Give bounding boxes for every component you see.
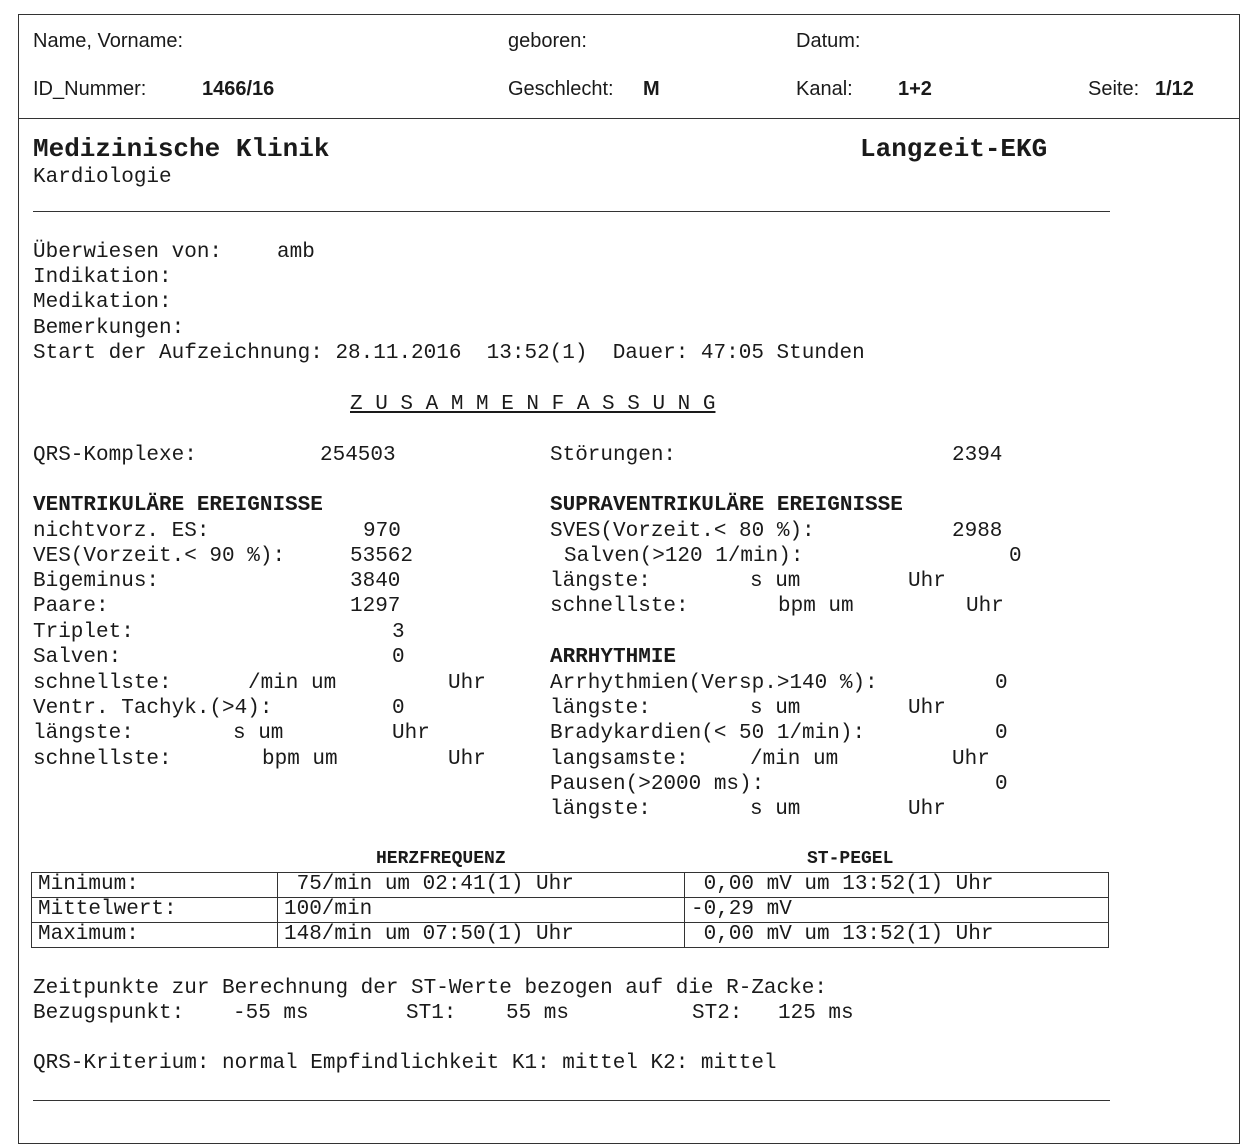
page-value: 1/12 (1155, 78, 1194, 100)
ventricular-row: Triplet: (33, 621, 134, 644)
footer-divider (33, 1100, 1110, 1101)
ref-point-label: Bezugspunkt: (33, 1002, 185, 1025)
recording-start: Start der Aufzeichnung: 28.11.2016 13:52(1) Dauer: 47:05 Stunden (33, 342, 865, 365)
qrs-value: 254503 (320, 444, 396, 467)
qrs-criterion: QRS-Kriterium: normal Empfindlichkeit K1: mittel K2: mittel (33, 1052, 777, 1075)
channel-value: 1+2 (898, 78, 932, 100)
row-label: Maximum: (32, 923, 278, 948)
st-cell: -0,29 mV (685, 898, 1109, 923)
brady-label: Bradykardien(< 50 1/min): (550, 722, 866, 745)
title-divider (33, 211, 1110, 212)
supraventricular-title: SUPRAVENTRIKULÄRE EREIGNISSE (550, 494, 903, 517)
ventricular-value: 3 (392, 621, 405, 644)
arrhythmia-title: ARRHYTHMIE (550, 646, 677, 669)
st2-label: ST2: (692, 1002, 743, 1025)
ventricular-row: Salven: (33, 646, 122, 669)
medication-label: Medikation: (33, 291, 172, 314)
noise-value: 2394 (952, 444, 1003, 467)
heart-rate-title: HERZFREQUENZ (376, 849, 506, 869)
pause-longest-label: längste: (550, 798, 651, 821)
brady-value: 0 (995, 722, 1008, 745)
arrhythmia-value: 0 (995, 672, 1008, 695)
sex-value: M (643, 78, 660, 100)
ventricular-mid: bpm um (262, 748, 338, 771)
indication-label: Indikation: (33, 266, 172, 289)
ventricular-value: 3840 (350, 570, 401, 593)
sex-label: Geschlecht: (508, 78, 614, 100)
page-label: Seite: (1088, 78, 1140, 100)
ventricular-row: Ventr. Tachyk.(>4): (33, 697, 273, 720)
st-note: Zeitpunkte zur Berechnung der ST-Werte bezogen auf die R-Zacke: (33, 977, 827, 1000)
ventricular-title: VENTRIKULÄRE EREIGNISSE (33, 494, 323, 517)
slowest-label: langsamste: (550, 748, 689, 771)
sv-fastest-unit: Uhr (966, 595, 1004, 618)
channel-label: Kanal: (796, 78, 853, 100)
id-value: 1466/16 (202, 78, 275, 100)
row-label: Minimum: (32, 873, 278, 898)
pause-label: Pausen(>2000 ms): (550, 773, 765, 796)
st1-value: 55 ms (506, 1002, 570, 1025)
summary-title: Z U S A M M E N F A S S U N G (350, 393, 716, 416)
id-label: ID_Nummer: (33, 78, 147, 100)
pause-value: 0 (995, 773, 1008, 796)
slowest-unit: Uhr (952, 748, 990, 771)
arrhythmia-longest-unit: Uhr (908, 697, 946, 720)
sv-longest-mid: s um (750, 570, 801, 593)
arrhythmia-longest-mid: s um (750, 697, 801, 720)
date-label: Datum: (796, 30, 861, 52)
department: Kardiologie (33, 166, 172, 189)
arrhythmia-label: Arrhythmien(Versp.>140 %): (550, 672, 878, 695)
heart-rate-cell: 100/min (278, 898, 685, 923)
heart-rate-cell: 75/min um 02:41(1) Uhr (278, 873, 685, 898)
st2-value: 125 ms (778, 1002, 854, 1025)
table-row (32, 923, 1109, 948)
slowest-mid: /min um (750, 748, 839, 771)
ventricular-value: 0 (392, 697, 405, 720)
row-label: Mittelwert: (32, 898, 278, 923)
salvos-value: 0 (1009, 545, 1022, 568)
born-label: geboren: (508, 30, 587, 52)
heart-rate-table (31, 872, 1109, 948)
sv-longest-unit: Uhr (908, 570, 946, 593)
ventricular-row: Bigeminus: (33, 570, 160, 593)
heart-rate-cell: 148/min um 07:50(1) Uhr (278, 923, 685, 948)
clinic-title: Medizinische Klinik (33, 134, 330, 164)
st-cell: 0,00 mV um 13:52(1) Uhr (685, 923, 1109, 948)
ventricular-row: längste: (33, 722, 134, 745)
remarks-label: Bemerkungen: (33, 317, 185, 340)
ventricular-unit: Uhr (448, 748, 486, 771)
sv-fastest-mid: bpm um (778, 595, 854, 618)
table-row (32, 873, 1109, 898)
referred-label: Überwiesen von: (33, 241, 223, 264)
salvos-label: Salven(>120 1/min): (564, 545, 804, 568)
header-divider (18, 118, 1240, 119)
ventricular-mid: /min um (248, 672, 337, 695)
ventricular-unit: Uhr (392, 722, 430, 745)
ventricular-value: 53562 (350, 545, 414, 568)
ventricular-row: schnellste: (33, 748, 172, 771)
ventricular-mid: s um (233, 722, 284, 745)
pause-longest-unit: Uhr (908, 798, 946, 821)
ventricular-row: schnellste: (33, 672, 172, 695)
arrhythmia-longest-label: längste: (550, 697, 651, 720)
ventricular-value: 970 (363, 520, 401, 543)
ventricular-row: VES(Vorzeit.< 90 %): (33, 545, 286, 568)
sv-fastest-label: schnellste: (550, 595, 689, 618)
referred-value: amb (277, 241, 315, 264)
report-type: Langzeit-EKG (860, 134, 1048, 164)
pause-longest-mid: s um (750, 798, 801, 821)
ventricular-value: 1297 (350, 595, 401, 618)
ventricular-value: 0 (392, 646, 405, 669)
ventricular-row: nichtvorz. ES: (33, 520, 210, 543)
ventricular-row: Paare: (33, 595, 109, 618)
ventricular-unit: Uhr (448, 672, 486, 695)
noise-label: Störungen: (550, 444, 677, 467)
name-label: Name, Vorname: (33, 30, 184, 52)
sv-longest-label: längste: (550, 570, 651, 593)
st1-label: ST1: (406, 1002, 457, 1025)
table-row (32, 898, 1109, 923)
qrs-label: QRS-Komplexe: (33, 444, 197, 467)
st-level-title: ST-PEGEL (807, 849, 894, 869)
st-cell: 0,00 mV um 13:52(1) Uhr (685, 873, 1109, 898)
sves-label: SVES(Vorzeit.< 80 %): (550, 520, 815, 543)
ref-point-value: -55 ms (233, 1002, 309, 1025)
sves-value: 2988 (952, 520, 1003, 543)
